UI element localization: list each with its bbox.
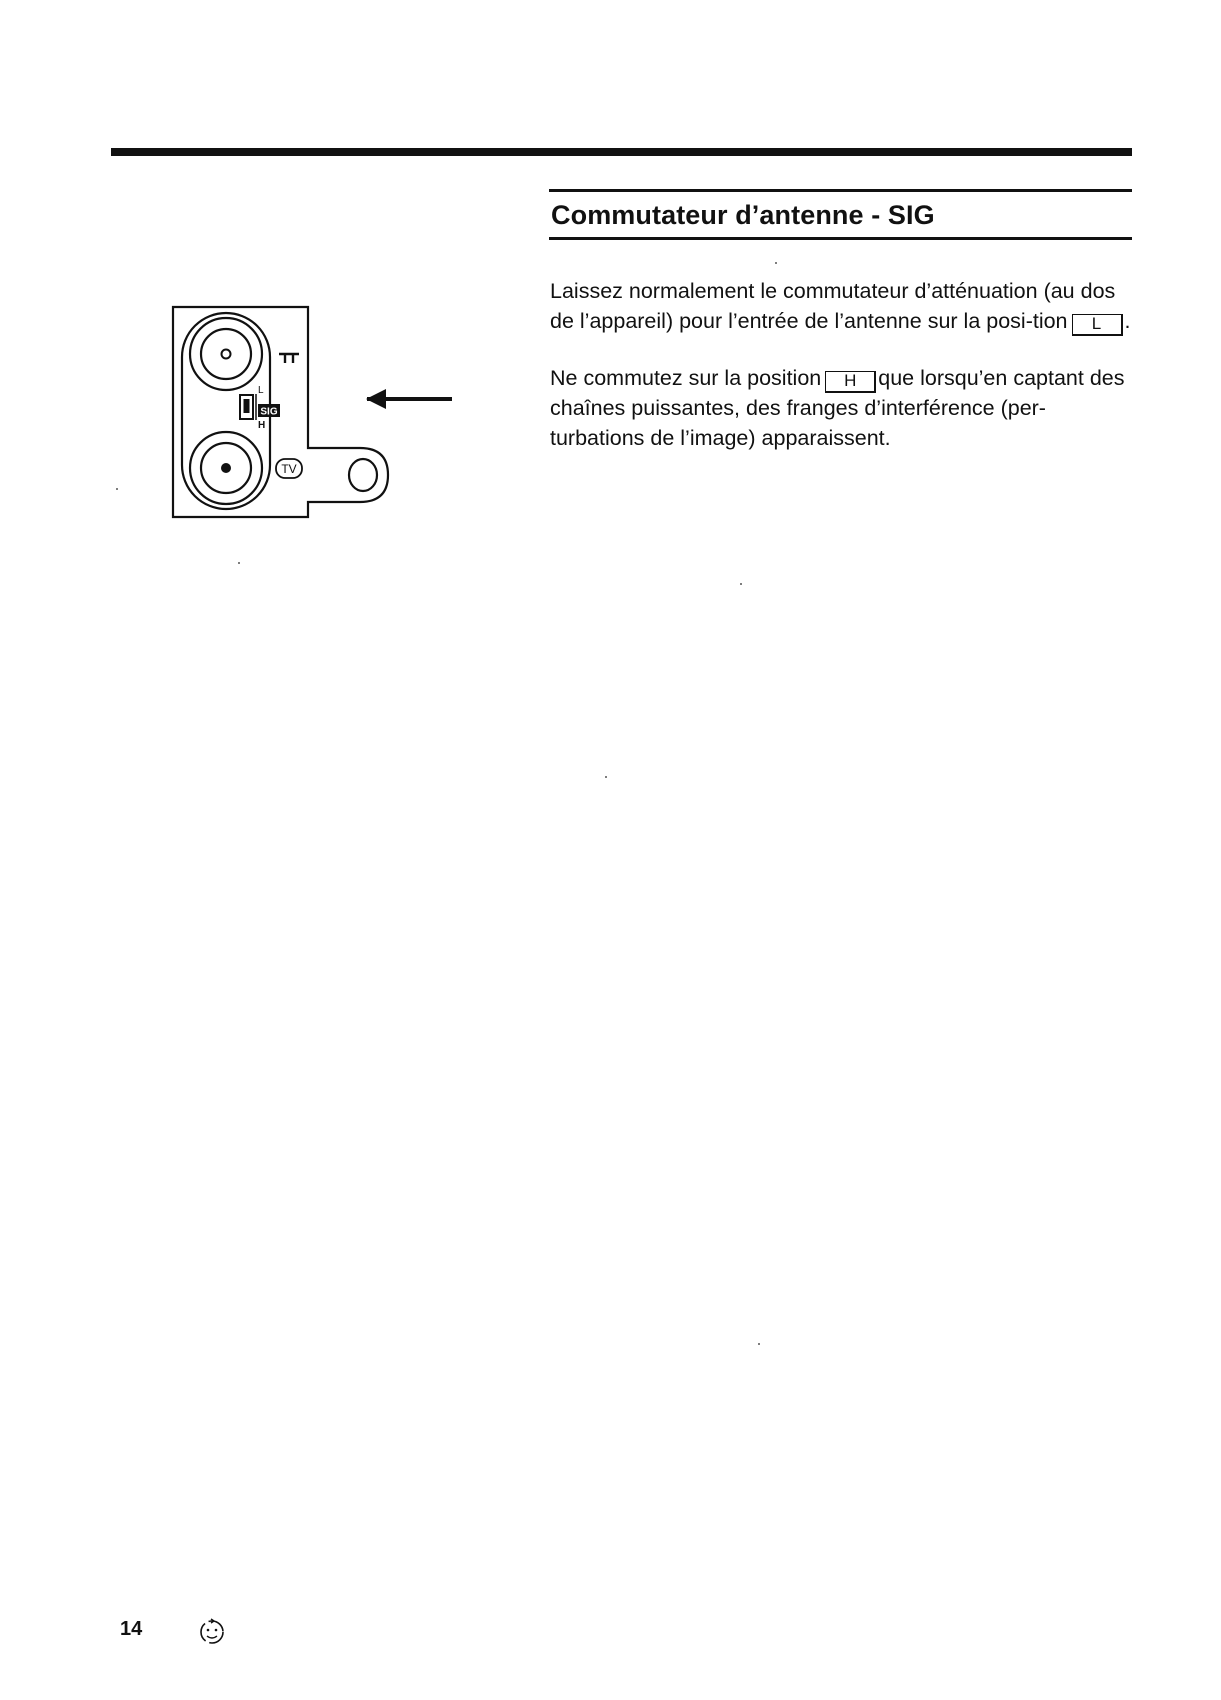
antenna-panel-diagram bbox=[170, 303, 460, 525]
tv-out-pin bbox=[221, 463, 231, 473]
pointer-arrow-icon bbox=[366, 389, 452, 409]
sig-label-text: SIG bbox=[260, 406, 278, 418]
switch-position-h-label: H bbox=[258, 420, 266, 431]
antenna-panel-svg bbox=[170, 303, 460, 525]
antenna-symbol-icon bbox=[279, 354, 299, 363]
page-number: 14 bbox=[120, 1618, 143, 1640]
section-title: Commutateur d’antenne - SIG bbox=[551, 200, 935, 230]
top-rule bbox=[111, 148, 1132, 156]
paragraph-2-text: que lorsqu’en captant des chaînes puissantes, des franges d’interférence (per-turbations de l’image) apparaissent. bbox=[550, 366, 1125, 450]
scan-speck bbox=[238, 562, 240, 564]
connector-housing bbox=[182, 313, 270, 509]
position-h-key: H bbox=[825, 371, 876, 393]
paragraph-2-start: Ne commutez sur la position bbox=[550, 366, 822, 390]
paragraph-1-text: Laissez normalement le commutateur d’atténuation (au dos de l’appareil) pour l’entrée de l’antenne sur la posi-tion bbox=[550, 279, 1116, 333]
position-l-key: L bbox=[1072, 314, 1123, 336]
recycle-logo-icon bbox=[192, 1612, 232, 1652]
section-header bbox=[549, 189, 1132, 240]
scan-speck bbox=[775, 262, 777, 264]
body-text bbox=[550, 276, 1135, 480]
switch-position-l-label: L bbox=[258, 385, 264, 396]
tv-label-text: TV bbox=[281, 462, 297, 476]
sig-switch-knob bbox=[244, 399, 250, 413]
antenna-in-pin bbox=[222, 350, 231, 359]
mounting-hole bbox=[349, 459, 377, 491]
scan-speck bbox=[758, 1343, 760, 1345]
paragraph-1 bbox=[550, 276, 1135, 336]
paragraph-2 bbox=[550, 363, 1135, 453]
scan-speck bbox=[740, 583, 742, 585]
scan-speck bbox=[605, 776, 607, 778]
scan-speck bbox=[116, 488, 118, 490]
paragraph-1-end: . bbox=[1124, 309, 1131, 333]
title-rule-bottom bbox=[549, 237, 1132, 240]
antenna-in-connector-inner bbox=[201, 329, 251, 379]
